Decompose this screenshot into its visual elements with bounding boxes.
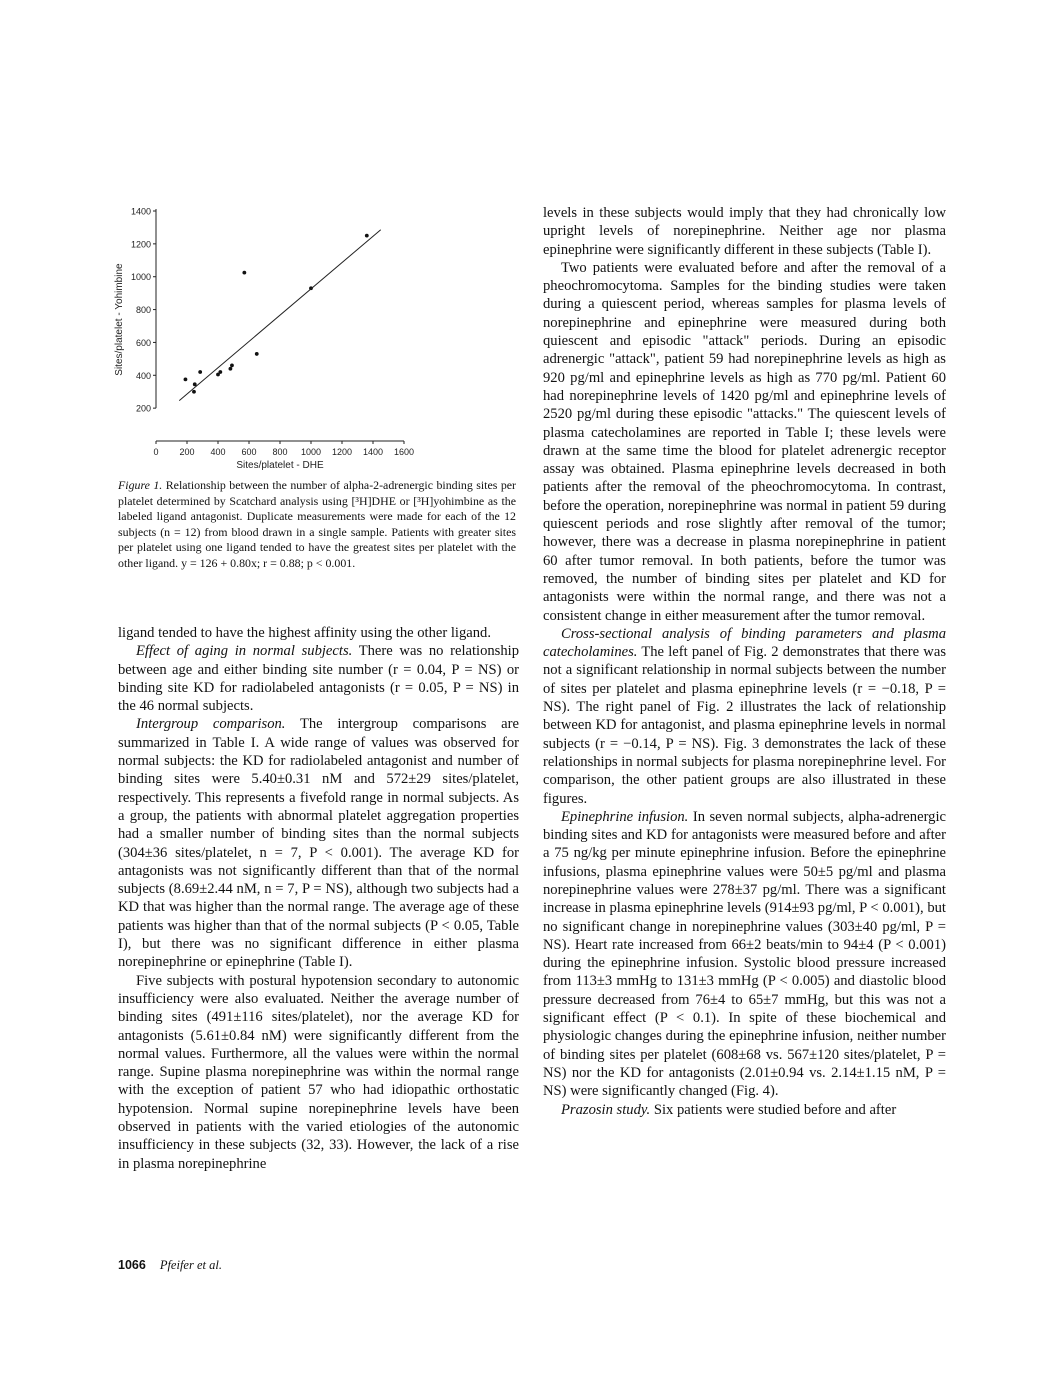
running-authors: Pfeifer et al. (159, 1258, 222, 1272)
section-heading: Prazosin study. (561, 1101, 651, 1118)
data-point (184, 377, 188, 381)
regression-line (179, 230, 381, 401)
y-tick-label: 400 (135, 370, 151, 381)
paragraph: ligand tended to have the highest affinity using the other ligand. (118, 625, 492, 641)
left-column (118, 624, 519, 1173)
section-heading: Effect of aging in normal subjects. (136, 643, 353, 660)
data-point (192, 390, 196, 394)
data-point (229, 367, 233, 371)
y-tick-label: 1200 (130, 239, 151, 250)
paragraph: Five subjects with postural hypotension secondary to autonomic insufficiency were also evaluated. Neither the average number of binding sites (491±116 sites/platelet), nor the average KD for antagonists (5.61±0.84 nM) were significantly different from the normal values. Furthermore, all the values were within the normal range. Supine plasma norepinephrine was within the normal range with the exception of patient 57 who had idiopathic orthostatic hypotension. Normal supine norepinephrine levels have been observed in patients with the varied etiologies of the autonomic insufficiency in these subjects (32, 33). However, the lack of a rise in plasma norepinephrine (118, 972, 519, 1172)
y-tick-label: 1000 (130, 272, 151, 283)
x-tick-label: 1400 (362, 447, 384, 457)
x-tick-label: 1600 (393, 447, 415, 457)
data-point (198, 370, 202, 374)
right-column (543, 204, 946, 1119)
y-axis (131, 207, 156, 414)
figure-caption-text: Relationship between the number of alpha-2-adrenergic binding sites per platelet determined by Scatchard analysis using [³H]DHE or [³H]yohimbine as the labeled ligand antagonist. Duplicate measurements were made for each of the 12 subjects (n = 12) from blood drawn in a single sample. Patients with greater sites per platelet using one ligand tended to have the greatest sites per platelet with the other ligand. y = 126 + 0.80x; r = 0.88; p < 0.001. (118, 478, 516, 570)
data-point (255, 352, 259, 356)
data-point (365, 234, 369, 238)
paragraph: Epinephrine infusion. In seven normal subjects, alpha-adrenergic binding sites and KD for antagonists were measured before and after a 75 ng/kg per minute epinephrine infusion. Before the epinephrine infusions, plasma epinephrine values were 50±5 pg/ml and plasma norepinephrine values were 278±37 pg/ml. There was a significant increase in plasma epinephrine levels (914±93 pg/ml, P < 0.001), but no significant change in norepinephrine values (303±40 pg/ml, P = NS). Heart rate increased from 66±2 beats/min to 94±4 (P < 0.001) during the epinephrine infusion. Systolic blood pressure increased from 113±3 mmHg to 131±3 mmHg (P < 0.005) and diastolic blood pressure decreased from 76±4 to 65±7 mmHg, but this was not a significant effect (P < 0.1). In spite of these biochemical and physiologic changes during the epinephrine infusion, neither number of binding sites per platelet (608±68 vs. 567±120 sites/platelet, P = NS) nor the KD for antagonists (2.01±0.94 vs. 2.14±1.15 nM, P = NS) were significantly changed (Fig. 4). (543, 808, 946, 1100)
paragraph: levels in these subjects would imply that they had chronically low upright levels of norepinephrine. Neither age nor plasma epinephrine were significantly different in these subjects (Table I). (543, 205, 946, 258)
paragraph: Cross-sectional analysis of binding parameters and plasma catecholamines. The left panel of Fig. 2 demonstrates that there was not a significant relationship in normal subjects between the number of sites per platelet and plasma epinephrine levels (r = −0.18, P = NS). The right panel of Fig. 2 illustrates the lack of relationship between KD for antagonist, and plasma epinephrine levels in normal subjects (r = −0.14, P = NS). Fig. 3 demonstrates the lack of these relationships in normal subjects for plasma norepinephrine level. For comparison, the other patient groups are also illustrated in these figures. (543, 625, 946, 807)
x-tick-label: 200 (179, 447, 195, 457)
paragraph: Two patients were evaluated before and after the removal of a pheochromocytoma. Samples for the binding studies were taken during a quiescent period, whereas samples for plasma levels of norepinephrine and epinephrine were measured during both quiescent and episodic "attack" periods. During an episodic adrenergic "attack", patient 59 had norepinephrine levels as high as 920 pg/ml and epinephrine levels as high as 770 pg/ml. Patient 60 had norepinephrine levels of 1420 pg/ml and epinephrine levels of 2520 pg/ml during these episodic "attacks." The quiescent levels of plasma catecholamines are reported in Table I; these levels were drawn at the same time the blood for platelet adrenergic receptor assay was obtained. Plasma epinephrine levels decreased in both patients after the removal of the pheochromocytoma. In contrast, before the operation, norepinephrine was normal in patient 59 during quiescent periods and rose slightly after removal of the tumor; however, there was a decrease in plasma norepinephrine in patient 60 after tumor removal. In both patients, before the tumor was removed, the number of binding sites per platelet and KD for antagonists were within the normal range, and there was not a consistent change in either measurement after the tumor removal. (543, 259, 946, 624)
page-footer (118, 1258, 222, 1273)
paragraph: Effect of aging in normal subjects. There was no relationship between age and either binding site number (r = 0.04, P = NS) or binding site KD for radiolabeled antagonists (r = 0.05, P = NS) in the 46 normal subjects. (118, 643, 520, 715)
x-tick-label: 600 (241, 447, 257, 457)
x-tick-label: 1000 (300, 447, 322, 457)
y-axis-label: Sites/platelet - Yohimbine (114, 263, 125, 376)
x-axis (153, 441, 414, 457)
y-tick-label: 600 (135, 337, 151, 348)
x-tick-label: 0 (153, 447, 159, 457)
x-tick-label: 1200 (331, 447, 353, 457)
paragraph: Prazosin study. Six patients were studied before and after (561, 1101, 897, 1118)
section-heading: Epinephrine infusion. (561, 808, 689, 825)
section-heading: Intergroup comparison. (136, 716, 286, 733)
page-number: 1066 (118, 1258, 146, 1272)
figure-caption-label: Figure 1. (118, 478, 163, 492)
x-tick-label: 800 (272, 447, 288, 457)
y-tick-label: 1400 (130, 206, 151, 217)
x-axis-label: Sites/platelet - DHE (236, 460, 324, 471)
y-tick-label: 800 (135, 305, 151, 316)
paragraph: Intergroup comparison. The intergroup comparisons are summarized in Table I. A wide range of values was observed for normal subjects: the KD for radiolabeled antagonist and number of binding sites were 5.40±0.31 nM and 572±29 sites/platelet, respectively. This represents a fivefold range in normal subjects. As a group, the patients with abnormal platelet aggregation properties had a smaller number of binding sites than the normal subjects (304±36 sites/platelet, n = 7, P < 0.001). The average KD for antagonists was not significantly different than that of the normal subjects (8.69±2.44 nM, n = 7, P = NS), although two subjects had a KD that was higher than the normal range. The average age of these patients was higher than that of the normal subjects (P < 0.05, Table I), but there was no significant difference in either plasma norepinephrine or epinephrine (Table I). (118, 716, 519, 971)
y-tick-label: 200 (135, 403, 151, 414)
data-points (184, 234, 369, 394)
section-heading: Cross-sectional analysis of binding parameters and plasma catecholamines. (543, 625, 946, 661)
figure-caption (118, 478, 516, 572)
data-point (230, 364, 234, 368)
figure-1-scatter-chart (112, 196, 432, 471)
data-point (193, 382, 197, 386)
regression-line-group (179, 230, 381, 401)
data-point (218, 370, 222, 374)
data-point (242, 271, 246, 275)
x-tick-label: 400 (210, 447, 226, 457)
